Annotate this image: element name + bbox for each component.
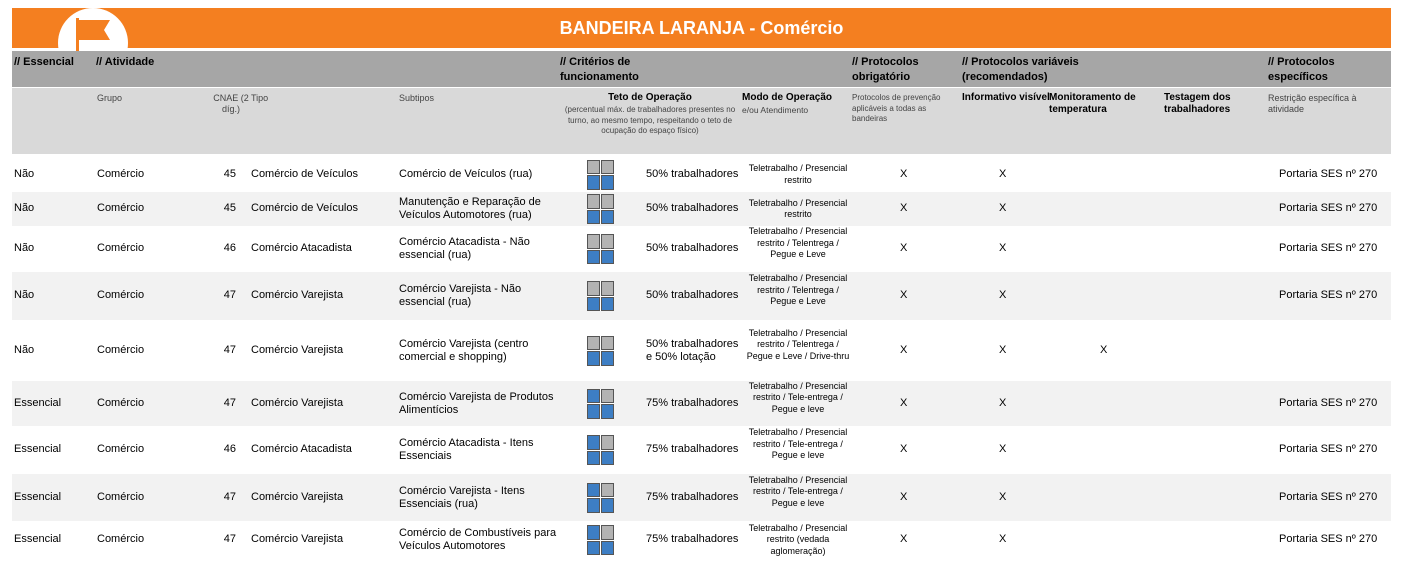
capacity-grid-icon (587, 336, 614, 366)
cell-modo: Teletrabalho / Presencial restrito (748, 197, 848, 219)
table-row (12, 272, 1391, 320)
cell-restricao: Portaria SES nº 270 (1279, 167, 1378, 180)
title-banner (12, 8, 1391, 48)
capacity-grid-icon (587, 525, 614, 555)
subheader-teto-title: Teto de Operação (608, 92, 692, 103)
cell-cnae: 46 (223, 443, 236, 455)
cell-informativo: X (999, 490, 1007, 503)
cell-modo: Teletrabalho / Presencial restrito / Tele-entrega / Pegue e leve (748, 427, 848, 460)
cell-essencial: Não (14, 289, 35, 301)
cell-teto: 50% trabalhadores (646, 289, 739, 301)
header-protocolos-obrigatorio: // Protocolos obrigatório (852, 56, 919, 83)
cell-grupo: Comércio (97, 443, 145, 455)
subheader-protocolos-desc: Protocolos de prevenção aplicáveis a todas as bandeiras (852, 93, 941, 123)
cell-obrigatorio: X (900, 533, 908, 545)
subheader-grupo: Grupo (97, 93, 123, 103)
cell-tipo: Comércio Varejista (251, 343, 344, 356)
table-row (12, 158, 1391, 191)
header-protocolos-variaveis: // Protocolos variáveis (recomendados) (962, 56, 1079, 83)
cell-tipo: Comércio de Veículos (251, 167, 358, 180)
cell-tipo: Comércio Atacadista (251, 443, 352, 455)
cell-cnae: 46 (223, 242, 236, 254)
cell-restricao: Portaria SES nº 270 (1279, 242, 1378, 254)
cell-grupo: Comércio (97, 167, 145, 180)
cell-informativo: X (999, 396, 1007, 409)
cell-cnae: 47 (223, 289, 236, 301)
cell-teto: 75% trabalhadores (646, 443, 739, 455)
cell-modo: Teletrabalho / Presencial restrito (748, 163, 848, 185)
cell-restricao: Portaria SES nº 270 (1279, 490, 1378, 503)
table-row (12, 522, 1391, 558)
header-row (12, 51, 1391, 87)
cell-subtipo: Comércio de Veículos (rua) (399, 167, 533, 180)
subheader-informativo: Informativo visível (962, 92, 1050, 103)
cell-essencial: Essencial (14, 490, 62, 503)
subheader-modo-title: Modo de Operação (742, 92, 833, 103)
cell-grupo: Comércio (97, 533, 145, 545)
cell-teto: 75% trabalhadores (646, 490, 739, 503)
cell-restricao: Portaria SES nº 270 (1279, 533, 1378, 545)
header-atividade: // Atividade (96, 56, 155, 68)
cell-tipo: Comércio de Veículos (251, 202, 358, 214)
capacity-grid-icon (587, 194, 614, 224)
subheader-cnae: CNAE (2 díg.) (213, 93, 249, 114)
cell-cnae: 47 (223, 533, 236, 545)
cell-monitoramento: X (1100, 343, 1108, 356)
cell-grupo: Comércio (97, 490, 145, 503)
cell-modo: Teletrabalho / Presencial restrito / Telentrega / Pegue e Leve (748, 273, 848, 306)
cell-tipo: Comércio Atacadista (251, 242, 352, 254)
cell-essencial: Essencial (14, 396, 62, 409)
cell-cnae: 45 (223, 167, 236, 180)
cell-informativo: X (999, 343, 1007, 356)
subheader-testagem: Testagem dos trabalhadores (1164, 92, 1231, 115)
subheader-teto-desc: (percentual máx. de trabalhadores presentes no turno, ao mesmo tempo, respeitando o teto de ocupação do espaço físico) (564, 105, 736, 135)
cell-informativo: X (999, 443, 1007, 455)
cell-grupo: Comércio (97, 289, 145, 301)
cell-tipo: Comércio Varejista (251, 490, 344, 503)
cell-modo: Teletrabalho / Presencial restrito / Tele-entrega / Pegue e leve (748, 380, 848, 414)
cell-cnae: 45 (223, 202, 236, 214)
cell-cnae: 47 (223, 396, 236, 409)
page-title: BANDEIRA LARANJA - Comércio (559, 18, 844, 38)
subheader-restricao: Restrição específica à atividade (1268, 93, 1357, 114)
table-row (12, 474, 1391, 521)
cell-informativo: X (999, 533, 1007, 545)
subheader-row (12, 88, 1391, 154)
cell-subtipo: Comércio Atacadista - Não essencial (rua) (399, 236, 530, 261)
cell-obrigatorio: X (900, 202, 908, 214)
cell-modo: Teletrabalho / Presencial restrito / Tele-entrega / Pegue e leve (748, 474, 848, 508)
table-row (12, 321, 1391, 380)
cell-restricao: Portaria SES nº 270 (1279, 289, 1378, 301)
cell-grupo: Comércio (97, 242, 145, 254)
cell-subtipo: Manutenção e Reparação de Veículos Automotores (rua) (399, 196, 541, 221)
cell-modo: Teletrabalho / Presencial restrito / Telentrega / Pegue e Leve (748, 226, 848, 259)
table-row (12, 227, 1391, 271)
cell-essencial: Essencial (14, 443, 62, 455)
capacity-grid-icon (587, 483, 614, 513)
cell-teto: 50% trabalhadores (646, 242, 739, 254)
cell-essencial: Não (14, 202, 35, 214)
cell-subtipo: Comércio Varejista de Produtos Alimentícios (399, 390, 554, 416)
cell-grupo: Comércio (97, 343, 145, 356)
cell-subtipo: Comércio Varejista - Itens Essenciais (rua) (399, 484, 525, 510)
cell-obrigatorio: X (900, 343, 908, 356)
header-essencial: // Essencial (14, 56, 74, 68)
cell-subtipo: Comércio Atacadista - Itens Essenciais (399, 437, 534, 462)
subheader-tipo: Tipo (251, 93, 269, 103)
capacity-grid-icon (587, 389, 614, 419)
cell-obrigatorio: X (900, 242, 908, 254)
cell-modo: Teletrabalho / Presencial restrito / Telentrega / Pegue e Leve / Drive-thru (746, 327, 850, 361)
subheader-subtipos: Subtipos (399, 93, 435, 103)
cell-tipo: Comércio Varejista (251, 533, 344, 545)
subheader-modo-desc: e/ou Atendimento (742, 105, 809, 115)
cell-subtipo: Comércio Varejista (centro comercial e shopping) (399, 337, 529, 363)
cell-teto: 50% trabalhadores (646, 167, 739, 180)
cell-informativo: X (999, 202, 1007, 214)
cell-cnae: 47 (223, 490, 236, 503)
cell-obrigatorio: X (900, 490, 908, 503)
cell-restricao: Portaria SES nº 270 (1279, 443, 1378, 455)
cell-informativo: X (999, 242, 1007, 254)
cell-obrigatorio: X (900, 289, 908, 301)
cell-teto: 50% trabalhadores e 50% lotação (646, 337, 739, 363)
cell-essencial: Não (14, 242, 35, 254)
cell-grupo: Comércio (97, 202, 145, 214)
table-row (12, 381, 1391, 426)
header-protocolos-especificos: // Protocolos específicos (1268, 56, 1335, 83)
cell-subtipo: Comércio de Combustíveis para Veículos Automotores (399, 527, 557, 552)
cell-informativo: X (999, 289, 1007, 301)
cell-tipo: Comércio Varejista (251, 289, 344, 301)
capacity-grid-icon (587, 435, 614, 465)
cell-obrigatorio: X (900, 167, 908, 180)
cell-restricao: Portaria SES nº 270 (1279, 202, 1378, 214)
subheader-monitoramento: Monitoramento de temperatura (1049, 92, 1136, 115)
cell-modo: Teletrabalho / Presencial restrito (vedada aglomeração) (748, 522, 848, 556)
capacity-grid-icon (587, 234, 614, 264)
cell-cnae: 47 (223, 343, 236, 356)
table-row (12, 192, 1391, 226)
cell-restricao: Portaria SES nº 270 (1279, 396, 1378, 409)
capacity-grid-icon (587, 281, 614, 311)
cell-tipo: Comércio Varejista (251, 396, 344, 409)
cell-obrigatorio: X (900, 396, 908, 409)
cell-teto: 50% trabalhadores (646, 202, 739, 214)
cell-essencial: Essencial (14, 533, 62, 545)
capacity-grid-icon (587, 160, 614, 190)
cell-subtipo: Comércio Varejista - Não essencial (rua) (399, 283, 522, 308)
cell-teto: 75% trabalhadores (646, 533, 739, 545)
cell-obrigatorio: X (900, 443, 908, 455)
cell-teto: 75% trabalhadores (646, 396, 739, 409)
cell-informativo: X (999, 167, 1007, 180)
cell-essencial: Não (14, 167, 35, 180)
header-criterios: // Critérios de funcionamento (560, 56, 639, 83)
cell-grupo: Comércio (97, 396, 145, 409)
cell-essencial: Não (14, 343, 35, 356)
table-row (12, 427, 1391, 473)
